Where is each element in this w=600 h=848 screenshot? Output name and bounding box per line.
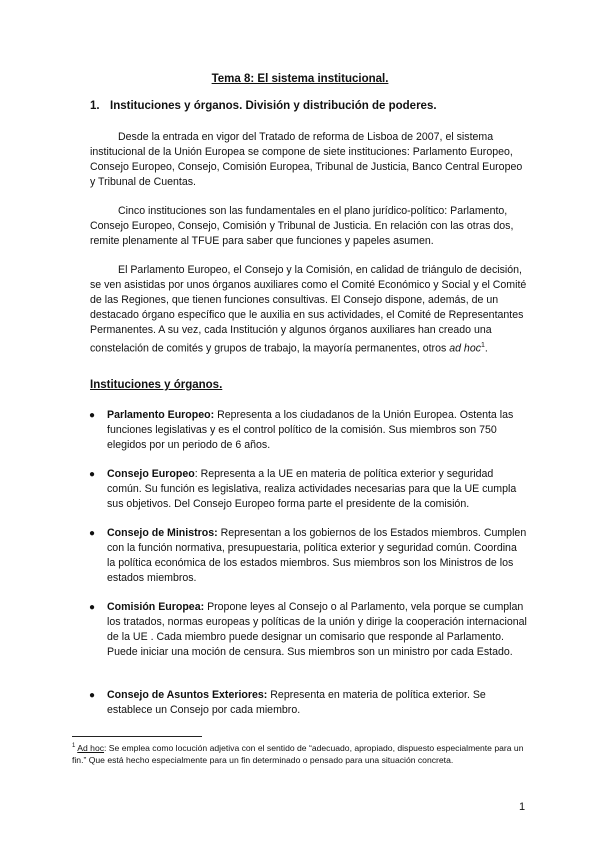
paragraph-1 [90, 130, 528, 190]
bullet-icon: ● [89, 690, 96, 701]
paragraph-2 [90, 204, 528, 249]
footnote [72, 740, 532, 766]
list-item-term: Consejo Europeo [107, 468, 195, 480]
bullet-icon: ● [89, 528, 96, 539]
list-item [89, 467, 527, 512]
section-number: 1. [90, 100, 100, 112]
paragraph-1-text: Desde la entrada en vigor del Tratado de reforma de Lisboa de 2007, el sistema institucional de la Unión Europea se compone de siete instituciones: Parlamento Europeo, Consejo Europeo, Consejo, Comisión Europea, Tribunal de Justicia, Banco Central Europeo y Tribunal de Cuentas. [90, 131, 523, 188]
bullet-icon: ● [89, 469, 96, 480]
paragraph-3-text: El Parlamento Europeo, el Consejo y la Comisión, en calidad de triángulo de decisión, se ven asistidas por unos órganos auxiliares como el Comité Económico y Social y el Comité de las Regiones, que tienen funciones consultivas. El Consejo dispone, además, de un destacado órgano específico que le auxilia en sus actividades, el Comité de Representantes Permanentes. A su vez, cada Institución y algunos órganos auxiliares han creado una constelación de comités y grupos de trabajo, la mayoría permanentes, otros [90, 264, 527, 355]
list-item-term: Comisión Europea: [107, 601, 205, 613]
footnote-divider [72, 736, 202, 737]
footnote-text: : Se emplea como locución adjetiva con el sentido de “adecuado, apropiado, dispuesto especialmente para un fin.” Que está hecho especialmente para un fin determinado o pensado para una situación concreta. [72, 742, 524, 765]
section-heading [90, 100, 437, 112]
subheading: Instituciones y órganos. [90, 379, 223, 391]
list-item [89, 688, 527, 718]
list-item [89, 600, 527, 660]
paragraph-2-text: Cinco instituciones son las fundamentales en el plano jurídico-político: Parlamento, Consejo Europeo, Consejo, Comisión y Tribunal de Justicia. En relación con las otras dos, remite plenamente al TFUE para saber que funciones y papeles asumen. [90, 205, 514, 247]
paragraph-3 [90, 263, 528, 357]
bullet-icon: ● [89, 602, 96, 613]
list-item-text: Representan a los gobiernos de los Estados miembros. Cumplen con la función normativa, presupuestaria, política exterior y seguridad común. Coordina la política económica de los estados miembros. Sus miembros son los Ministros de los estados miembros. [107, 527, 527, 584]
list-item [89, 408, 527, 453]
footnote-reference: 1 [481, 342, 485, 349]
bullet-icon: ● [89, 410, 96, 421]
footnote-term: Ad hoc [77, 742, 105, 753]
document-title: Tema 8: El sistema institucional. [211, 73, 389, 85]
list-item-text: : Representa a la UE en materia de política exterior y seguridad común. Su función es legislativa, realiza actividades necesarias para que la UE cumpla sus objetivos. Del Consejo Europeo forma parte el presidente de la comisión. [107, 468, 517, 510]
list-item-text: Propone leyes al Consejo o al Parlamento, vela porque se cumplan los tratados, normas europeas y políticas de la unión y dirige la cooperación internacional de la UE . Cada miembro puede designar un comisario que responde al Parlamento. Puede iniciar una moción de censura. Sus miembros son un ministro por cada Estado. [107, 601, 527, 658]
list-item-term: Consejo de Asuntos Exteriores: [107, 689, 268, 701]
list-item [89, 526, 527, 586]
list-item-term: Parlamento Europeo: [107, 409, 215, 421]
page-number: 1 [519, 801, 526, 813]
list-item-text: Representa a los ciudadanos de la Unión Europea. Ostenta las funciones legislativas y es el control político de la comisión. Sus miembros son 750 elegidos por un periodo de 6 años. [107, 409, 514, 451]
list-item-term: Consejo de Ministros: [107, 527, 218, 539]
ad-hoc-italic: ad hoc [449, 342, 482, 355]
section-title: Instituciones y órganos. División y distribución de poderes. [110, 100, 437, 112]
list-item-text: Representa en materia de política exterior. Se establece un Consejo por cada miembro. [107, 689, 486, 716]
footnote-mark: 1 [72, 743, 76, 749]
paragraph-3-end: . [484, 342, 488, 355]
